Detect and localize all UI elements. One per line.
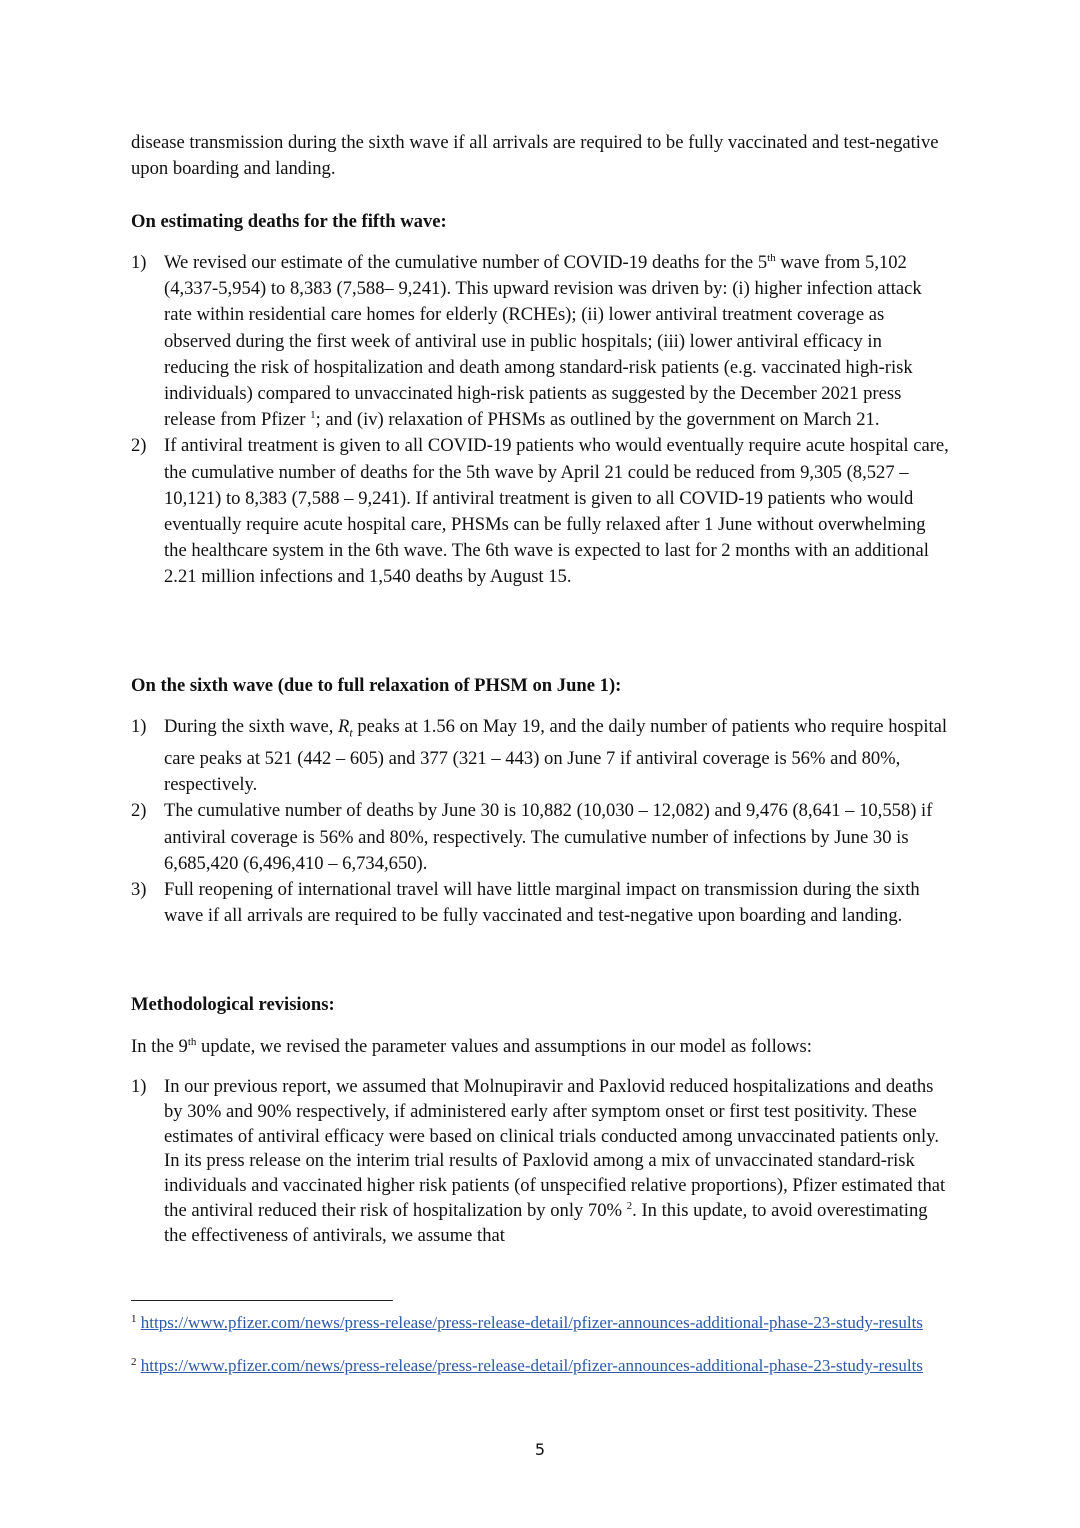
footnote-ref[interactable]: 2 <box>626 1199 633 1212</box>
list-number: 1) <box>131 716 147 737</box>
item-text: If antiviral treatment is given to all COVID-19 patients who would eventually require acute hospital care, the cumulative number of deaths for the 5th wave by April 21 could be reduced from 9,305 (8,527 – 10,121) to 8,383 (7,588 – 9,241). If antiviral treatment is given to all COVID-19 patients who would eventually require acute hospital care, PHSMs can be fully relaxed after 1 June without overwhelming the healthcare system in the 6th wave. The 6th wave is expected to last for 2 months with an additional 2.21 million infections and 1,540 deaths by August 15. <box>164 435 949 588</box>
superscript: th <box>187 1036 197 1048</box>
list-item <box>131 250 949 433</box>
item-text: We revised our estimate of the cumulative number of COVID-19 deaths for the 5 <box>164 252 768 273</box>
list-item <box>131 433 949 590</box>
footnote-number: 1 <box>131 1313 137 1325</box>
methods-list <box>131 1075 949 1249</box>
list-item <box>131 1075 949 1249</box>
item-text: peaks at 1.56 on May 19, and the daily number of patients who require hospital care peaks at 521 (442 – 605) and 377 (321 – 443) on June 7 if antiviral coverage is 56% and 80%, respectively. <box>164 716 948 796</box>
footnote-number: 2 <box>131 1356 137 1368</box>
sixth-wave-heading: On the sixth wave (due to full relaxation of PHSM on June 1): <box>131 675 622 696</box>
footnote-link[interactable]: https://www.pfizer.com/news/press-release/press-release-detail/pfizer-announces-additional-phase-23-study-results <box>140 1313 923 1332</box>
item-text: Full reopening of international travel will have little marginal impact on transmission during the sixth wave if all arrivals are required to be fully vaccinated and test-negative upon boarding and landing. <box>164 878 920 927</box>
methods-heading: Methodological revisions: <box>131 994 335 1015</box>
fifth-wave-list <box>131 250 949 591</box>
item-text: During the sixth wave, <box>164 716 339 737</box>
rt-symbol: R <box>338 716 350 737</box>
list-number: 1) <box>131 1076 147 1097</box>
list-item <box>131 877 949 929</box>
footnote-2 <box>131 1355 941 1377</box>
item-text: ; and (iv) relaxation of PHSMs as outlined by the government on March 21. <box>315 409 880 431</box>
list-number: 3) <box>131 878 147 900</box>
rt-subscript: t <box>349 725 353 740</box>
footnote-ref[interactable]: 1 <box>310 409 316 422</box>
page-number: 5 <box>534 1440 546 1459</box>
list-number: 2) <box>131 800 147 822</box>
footnote-link[interactable]: https://www.pfizer.com/news/press-release/press-release-detail/pfizer-announces-additional-phase-23-study-results <box>140 1356 923 1375</box>
superscript: th <box>767 252 776 264</box>
footnote-1 <box>131 1312 941 1334</box>
item-text: . In this update, to avoid overestimating the effectiveness of antivirals, we assume that <box>164 1199 928 1246</box>
list-item <box>131 714 949 798</box>
item-text: The cumulative number of deaths by June 30 is 10,882 (10,030 – 12,082) and 9,476 (8,641 – 10,558) if antiviral coverage is 56% and 80%, respectively. The cumulative number of infections by June 30 is 6,685,420 (6,496,410 – 6,734,650). <box>164 800 933 874</box>
fifth-wave-heading: On estimating deaths for the fifth wave: <box>131 211 447 232</box>
item-text: In our previous report, we assumed that Molnupiravir and Paxlovid reduced hospitalizations and deaths by 30% and 90% respectively, if administered early after symptom onset or first test positivity. These estimates of antiviral efficacy were based on clinical trials conducted among unvaccinated patients only. In its press release on the interim trial results of Paxlovid among a mix of unvaccinated standard-risk individuals and vaccinated higher risk patients (of unspecified relative proportions), Pfizer estimated that the antiviral reduced their risk of hospitalization by only 70% <box>164 1076 946 1221</box>
intro-text: In the 9 <box>131 1036 188 1057</box>
item-text: wave from 5,102 (4,337-5,954) to 8,383 (7,588– 9,241). This upward revision was driven by: (i) higher infection attack rate within residential care homes for elderly (RCHEs); (ii) lower antiviral treatment coverage as observed during the first week of antiviral use in public hospitals; (iii) lower antiviral efficacy in reducing the risk of hospitalization and death among standard-risk patients (e.g. vaccinated high-risk individuals) compared to unvaccinated high-risk patients as suggested by the December 2021 press release from Pfizer <box>164 252 922 431</box>
intro-paragraph: disease transmission during the sixth wave if all arrivals are required to be fully vaccinated and test-negative upon boarding and landing. <box>131 132 939 180</box>
footnote-separator <box>131 1300 393 1301</box>
sixth-wave-list <box>131 714 949 929</box>
intro-text: update, we revised the parameter values and assumptions in our model as follows: <box>196 1036 812 1057</box>
methods-intro <box>131 1034 949 1060</box>
list-item <box>131 798 949 877</box>
list-number: 2) <box>131 435 147 457</box>
list-number: 1) <box>131 252 147 273</box>
